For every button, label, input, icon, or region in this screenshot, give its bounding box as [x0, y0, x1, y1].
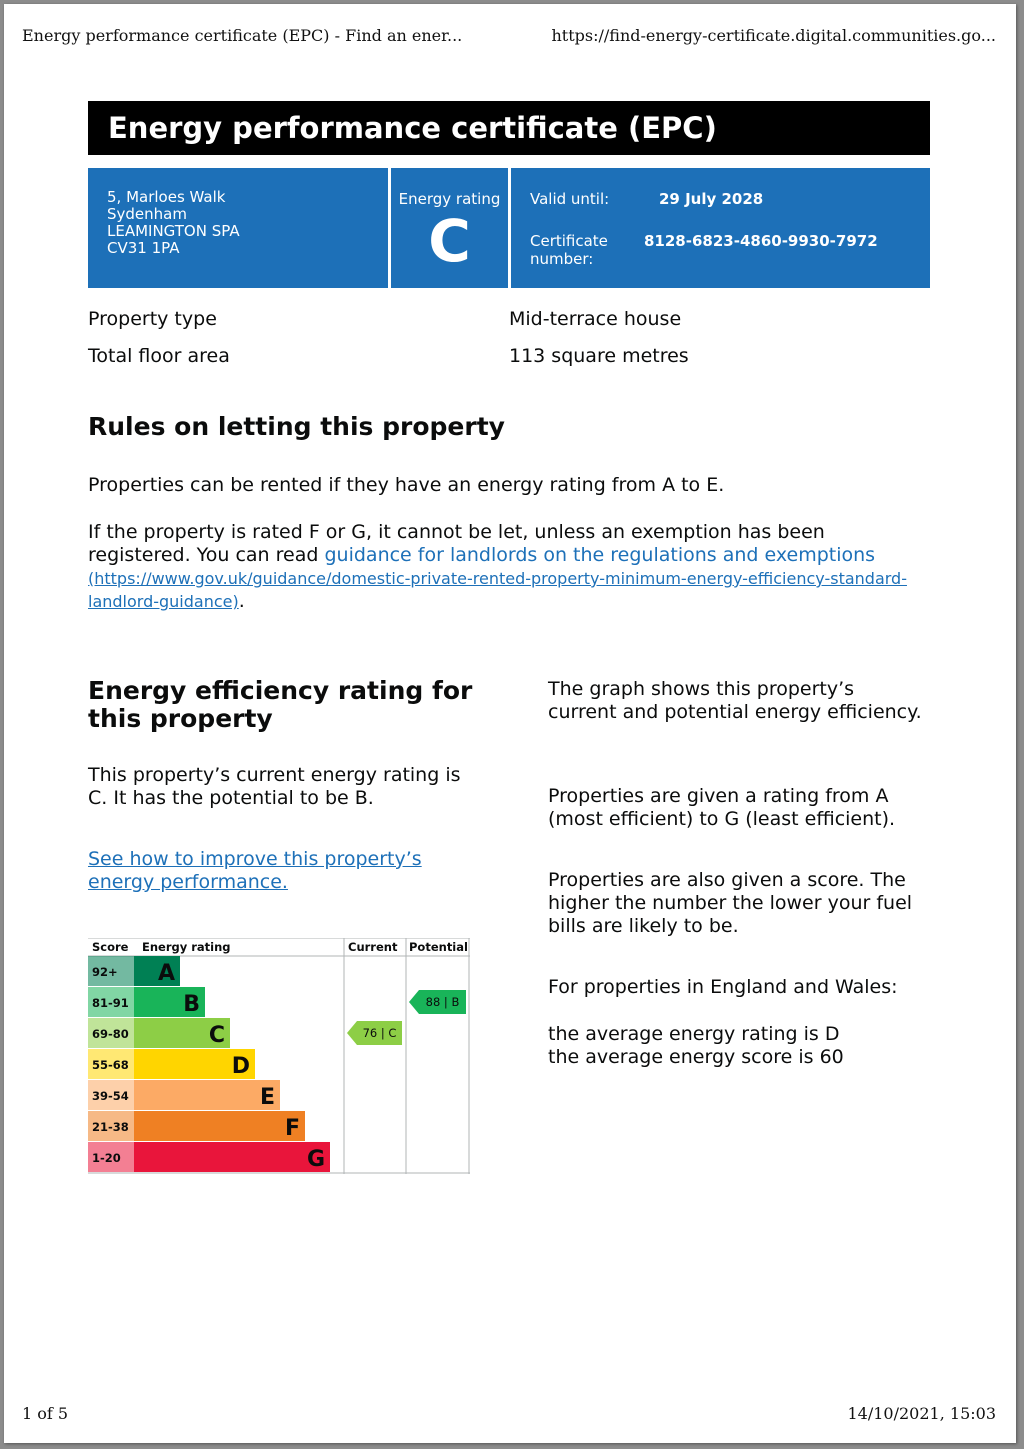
average-score: the average energy score is 60: [548, 1046, 844, 1068]
page-title: Energy performance certificate (EPC): [88, 101, 930, 155]
address-line: 5, Marloes Walk: [107, 188, 226, 206]
landlord-guidance-url[interactable]: (https://www.gov.uk/guidance/domestic-private-rented-property-minimum-energy-efficiency-standard-landlord-guidance): [88, 569, 907, 611]
letting-paragraph-2: [88, 521, 930, 613]
letting-heading: Rules on letting this property: [88, 412, 505, 441]
landlord-guidance-link[interactable]: guidance for landlords on the regulations and exemptions: [324, 544, 876, 566]
property-type-value: Mid-terrace house: [509, 308, 682, 330]
improve-performance-link-text[interactable]: See how to improve this property’s energy performance.: [88, 848, 422, 893]
letting-paragraph-2-text: If the property is rated F or G, it cannot be let, unless an exemption has been registered. You can read: [88, 521, 825, 566]
efficiency-current-text: This property’s current energy rating is C. It has the potential to be B.: [88, 764, 461, 809]
average-rating: the average energy rating is D: [548, 1023, 840, 1045]
document-page: [4, 4, 1016, 1443]
energy-rating-label: Energy rating: [398, 190, 501, 208]
efficiency-heading: Energy efficiency rating for this property: [88, 676, 473, 733]
rating-band-letter: E: [259, 1085, 275, 1110]
improve-performance-link[interactable]: [88, 848, 468, 894]
chart-header-label: Energy rating: [142, 940, 231, 954]
valid-until-value: 29 July 2028: [659, 190, 764, 208]
chart-header-label: Current: [348, 940, 398, 954]
rating-band-letter: A: [157, 961, 175, 986]
address-line: Sydenham: [107, 205, 187, 223]
letting-paragraph-2-end: .: [238, 590, 245, 612]
print-header-title: Energy performance certificate (EPC) - Find an ener...: [22, 26, 463, 45]
floor-area-label: Total floor area: [88, 345, 230, 367]
energy-rating-letter: C: [428, 207, 471, 275]
rating-band-letter: D: [231, 1054, 250, 1079]
score-band-label: 92+: [92, 965, 118, 979]
chart-header-label: Score: [92, 940, 129, 954]
page-number: 1 of 5: [22, 1404, 69, 1423]
current-rating-label: 76 | C: [362, 1026, 397, 1040]
score-band-label: 55-68: [92, 1058, 129, 1072]
print-datetime: 14/10/2021, 15:03: [847, 1404, 996, 1423]
chart-header-label: Potential: [409, 940, 468, 954]
rating-band-bar: [134, 1142, 330, 1172]
england-wales-intro: For properties in England and Wales:: [548, 976, 898, 998]
rating-band-letter: F: [284, 1116, 300, 1141]
address-line: CV31 1PA: [107, 239, 180, 257]
score-band-label: 39-54: [92, 1089, 129, 1103]
rating-band-letter: B: [183, 992, 200, 1017]
rating-explanation: Properties are given a rating from A (most efficient) to G (least efficient).: [548, 785, 896, 830]
score-band-label: 21-38: [92, 1120, 129, 1134]
energy-rating-chart-svg: [88, 938, 470, 1174]
rating-band-letter: C: [208, 1023, 225, 1048]
rating-band-bar: [134, 1111, 305, 1141]
floor-area-value: 113 square metres: [509, 345, 689, 367]
energy-rating-chart: [88, 938, 470, 1174]
valid-until-label: Valid until:: [530, 190, 610, 208]
epc-summary-banner: [88, 168, 930, 288]
potential-rating-label: 88 | B: [425, 995, 460, 1009]
graph-explanation: The graph shows this property’s current and potential energy efficiency.: [548, 678, 922, 723]
certificate-number-label: Certificate number:: [530, 232, 608, 268]
rating-band-bar: [134, 1080, 280, 1110]
certificate-number-value: 8128-6823-4860-9930-7972: [644, 232, 878, 250]
letting-paragraph-1: Properties can be rented if they have an energy rating from A to E.: [88, 474, 725, 496]
property-type-label: Property type: [88, 308, 217, 330]
score-band-label: 1-20: [92, 1151, 121, 1165]
score-explanation: Properties are also given a score. The higher the number the lower your fuel bills are likely to be.: [548, 869, 913, 937]
print-header-url: https://find-energy-certificate.digital.communities.go...: [551, 26, 996, 45]
rating-band-letter: G: [306, 1147, 325, 1172]
score-band-label: 69-80: [92, 1027, 129, 1041]
score-band-label: 81-91: [92, 996, 129, 1010]
address-line: LEAMINGTON SPA: [107, 222, 240, 240]
property-address: [107, 189, 240, 257]
banner-divider: [508, 168, 511, 288]
